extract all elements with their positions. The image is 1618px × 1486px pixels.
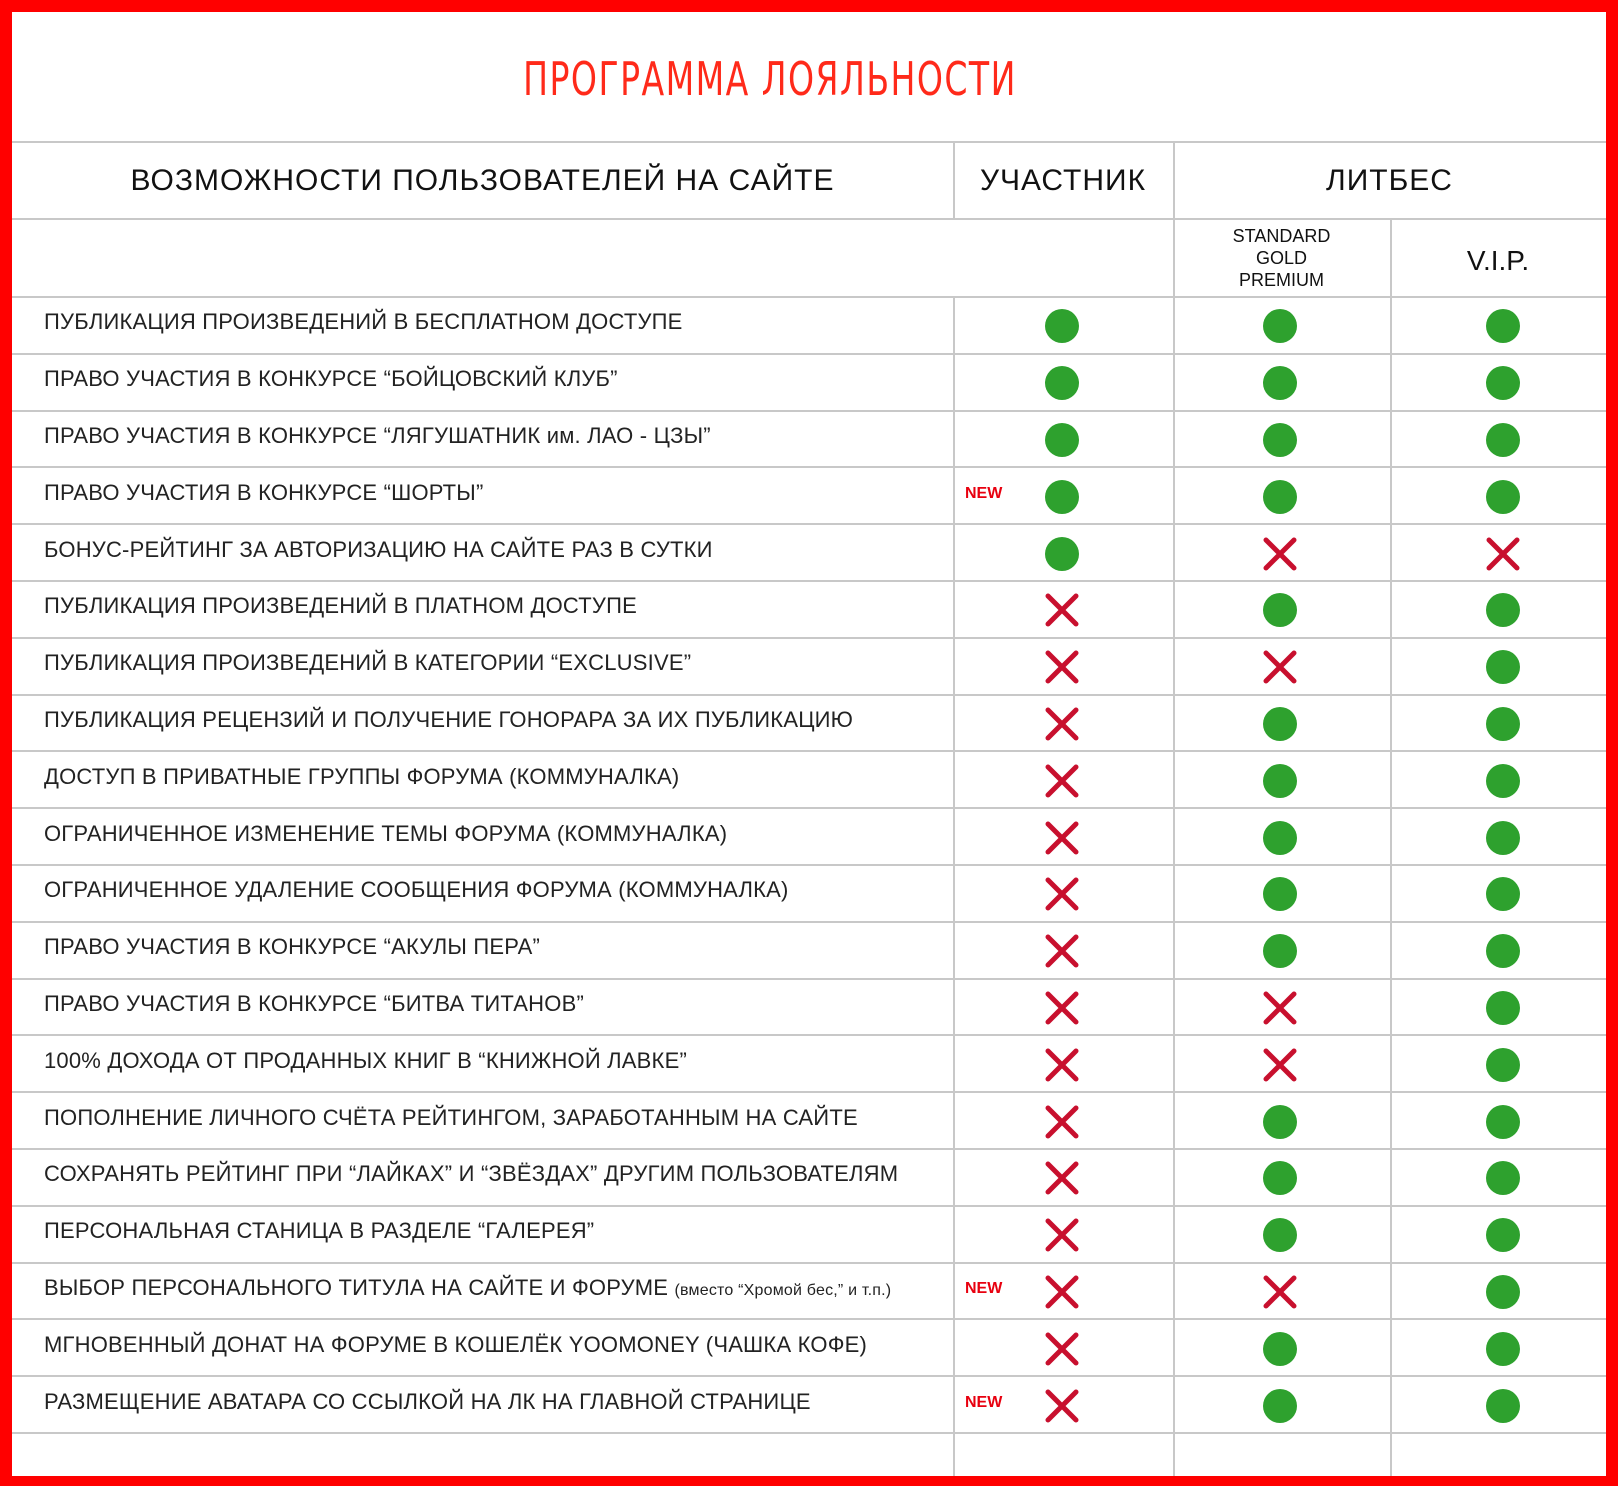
feature-label-text: СОХРАНЯТЬ РЕЙТИНГ ПРИ “ЛАЙКАХ” И “ЗВЁЗДАХ” ДРУГИМ ПОЛЬЗОВАТЕЛЯМ [44,1161,899,1187]
check-dot-icon [1486,1105,1520,1139]
feature-label [44,1275,891,1301]
row-divider [12,523,1606,525]
feature-label [44,707,853,733]
check-dot-icon [1263,1332,1297,1366]
tier-standard-label: PREMIUM [1239,270,1324,290]
feature-label [44,1389,811,1415]
check-dot-icon [1263,480,1297,514]
check-dot-icon [1045,423,1079,457]
feature-label-text: ОГРАНИЧЕННОЕ УДАЛЕНИЕ СООБЩЕНИЯ ФОРУМА (КОММУНАЛКА) [44,877,789,903]
check-dot-icon [1486,1275,1520,1309]
check-dot-icon [1486,1389,1520,1423]
check-dot-icon [1486,1218,1520,1252]
check-dot-icon [1486,650,1520,684]
tier-vip-label: V.I.P. [1466,245,1530,276]
red-cross-icon [1263,1048,1297,1082]
column-divider [1390,218,1392,1476]
check-dot-icon [1263,366,1297,400]
row-divider [12,466,1606,468]
header-litbes: ЛИТБЕС [1326,164,1453,197]
row-divider [12,921,1606,923]
feature-label-text: ПУБЛИКАЦИЯ ПРОИЗВЕДЕНИЙ В БЕСПЛАТНОМ ДОСТУПЕ [44,309,683,335]
feature-label [44,1332,867,1358]
check-dot-icon [1486,821,1520,855]
column-divider [953,296,955,1476]
row-divider [12,978,1606,980]
feature-label-text: БОНУС-РЕЙТИНГ ЗА АВТОРИЗАЦИЮ НА САЙТЕ РАЗ В СУТКИ [44,536,713,562]
feature-label-text: РАЗМЕЩЕНИЕ АВАТАРА СО ССЫЛКОЙ НА ЛК НА ГЛАВНОЙ СТРАНИЦЕ [44,1388,811,1414]
feature-label-text: ПРАВО УЧАСТИЯ В КОНКУРСЕ “ЛЯГУШАТНИК им. ЛАО - ЦЗЫ” [44,423,711,448]
feature-label [44,934,540,960]
row-divider [12,864,1606,866]
row-divider [12,410,1606,412]
check-dot-icon [1486,934,1520,968]
red-cross-icon [1045,1048,1079,1082]
check-dot-icon [1045,366,1079,400]
red-cross-icon [1045,593,1079,627]
feature-label [44,1218,594,1244]
feature-label [44,309,683,335]
feature-label [44,480,484,506]
row-divider [12,807,1606,809]
red-cross-icon [1045,991,1079,1025]
red-cross-icon [1045,1105,1079,1139]
row-divider [12,353,1606,355]
red-cross-icon [1263,650,1297,684]
feature-label-text: МГНОВЕННЫЙ ДОНАТ НА ФОРУМЕ В КОШЕЛЁК YOOMONEY (ЧАШКА КОФЕ) [44,1331,868,1357]
header-divider [12,218,1606,220]
row-divider [12,1205,1606,1207]
check-dot-icon [1486,480,1520,514]
feature-label-text: ПУБЛИКАЦИЯ ПРОИЗВЕДЕНИЙ В ПЛАТНОМ ДОСТУПЕ [44,593,637,619]
red-cross-icon [1045,934,1079,968]
red-cross-icon [1045,1218,1079,1252]
feature-label [44,1105,858,1131]
check-dot-icon [1045,480,1079,514]
row-divider [12,1318,1606,1320]
feature-label [44,764,679,790]
red-cross-icon [1263,537,1297,571]
check-dot-icon [1486,764,1520,798]
column-divider [1173,141,1175,1476]
check-dot-icon [1263,707,1297,741]
check-dot-icon [1486,991,1520,1025]
feature-label-text: ПУБЛИКАЦИЯ РЕЦЕНЗИЙ И ПОЛУЧЕНИЕ ГОНОРАРА ЗА ИХ ПУБЛИКАЦИЮ [44,707,854,732]
tier-standard-label: GOLD [1255,248,1307,268]
header-member: УЧАСТНИК [979,164,1147,197]
feature-label [44,593,637,619]
feature-label-text: ОГРАНИЧЕННОЕ ИЗМЕНЕНИЕ ТЕМЫ ФОРУМА (КОММУНАЛКА) [44,820,728,846]
feature-label-text: ПРАВО УЧАСТИЯ В КОНКУРСЕ “БИТВА ТИТАНОВ” [44,991,584,1016]
red-cross-icon [1045,1332,1079,1366]
feature-label-text: ПУБЛИКАЦИЯ ПРОИЗВЕДЕНИЙ В КАТЕГОРИИ “EXCLUSIVE” [44,650,692,676]
row-divider [12,1034,1606,1036]
red-cross-icon [1045,1389,1079,1423]
subheader-divider [12,296,1606,298]
red-cross-icon [1045,821,1079,855]
check-dot-icon [1263,1389,1297,1423]
check-dot-icon [1263,1218,1297,1252]
row-divider [12,1375,1606,1377]
feature-label [44,877,789,903]
feature-label [44,1048,687,1074]
new-badge: NEW [965,484,1003,502]
feature-label [44,366,618,392]
feature-label [44,991,584,1017]
header-top-divider [12,141,1606,143]
check-dot-icon [1486,366,1520,400]
page-title: ПРОГРАММА ЛОЯЛЬНОСТИ [523,52,1017,106]
feature-label-text: ВЫБОР ПЕРСОНАЛЬНОГО ТИТУЛА НА САЙТЕ И ФОРУМЕ [44,1275,675,1300]
feature-label [44,423,711,449]
new-badge: NEW [965,1280,1003,1297]
new-badge: NEW [965,1393,1003,1411]
feature-label-text: ПРАВО УЧАСТИЯ В КОНКУРСЕ “АКУЛЫ ПЕРА” [44,934,541,960]
check-dot-icon [1486,1048,1520,1082]
red-cross-icon [1045,1161,1079,1195]
feature-label-text: 100% ДОХОДА ОТ ПРОДАННЫХ КНИГ В “КНИЖНОЙ ЛАВКЕ” [44,1047,687,1073]
row-divider [12,637,1606,639]
row-divider [12,694,1606,696]
red-cross-icon [1045,707,1079,741]
row-divider [12,1432,1606,1434]
row-divider [12,580,1606,582]
feature-label-text: ПРАВО УЧАСТИЯ В КОНКУРСЕ “ШОРТЫ” [44,479,484,505]
red-cross-icon [1045,764,1079,798]
check-dot-icon [1263,423,1297,457]
feature-label [44,821,727,847]
red-cross-icon [1045,877,1079,911]
feature-label [44,650,691,676]
feature-label-text: ПЕРСОНАЛЬНАЯ СТАНИЦА В РАЗДЕЛЕ “ГАЛЕРЕЯ” [44,1218,595,1244]
tier-standard-label: STANDARD [1232,226,1331,246]
red-cross-icon [1045,650,1079,684]
row-divider [12,1091,1606,1093]
row-divider [12,750,1606,752]
check-dot-icon [1263,1105,1297,1139]
feature-label-text: ДОСТУП В ПРИВАТНЫЕ ГРУППЫ ФОРУМА (КОММУНАЛКА) [44,763,680,789]
feature-label-text: ПОПОЛНЕНИЕ ЛИЧНОГО СЧЁТА РЕЙТИНГОМ, ЗАРАБОТАННЫМ НА САЙТЕ [44,1104,858,1130]
red-cross-icon [1263,1275,1297,1309]
red-cross-icon [1045,1275,1079,1309]
feature-label [44,537,713,563]
red-cross-icon [1486,537,1520,571]
red-cross-icon [1263,991,1297,1025]
row-divider [12,1262,1606,1264]
check-dot-icon [1486,423,1520,457]
feature-label [44,1161,898,1187]
check-dot-icon [1486,1332,1520,1366]
check-dot-icon [1045,537,1079,571]
feature-note: (вместо “Хромой бес,” и т.п.) [674,1282,892,1299]
feature-label-text: ПРАВО УЧАСТИЯ В КОНКУРСЕ “БОЙЦОВСКИЙ КЛУБ” [44,366,618,392]
check-dot-icon [1486,707,1520,741]
check-dot-icon [1263,934,1297,968]
check-dot-icon [1263,764,1297,798]
header-features: ВОЗМОЖНОСТИ ПОЛЬЗОВАТЕЛЕЙ НА САЙТЕ [130,164,835,197]
row-divider [12,1148,1606,1150]
check-dot-icon [1263,821,1297,855]
